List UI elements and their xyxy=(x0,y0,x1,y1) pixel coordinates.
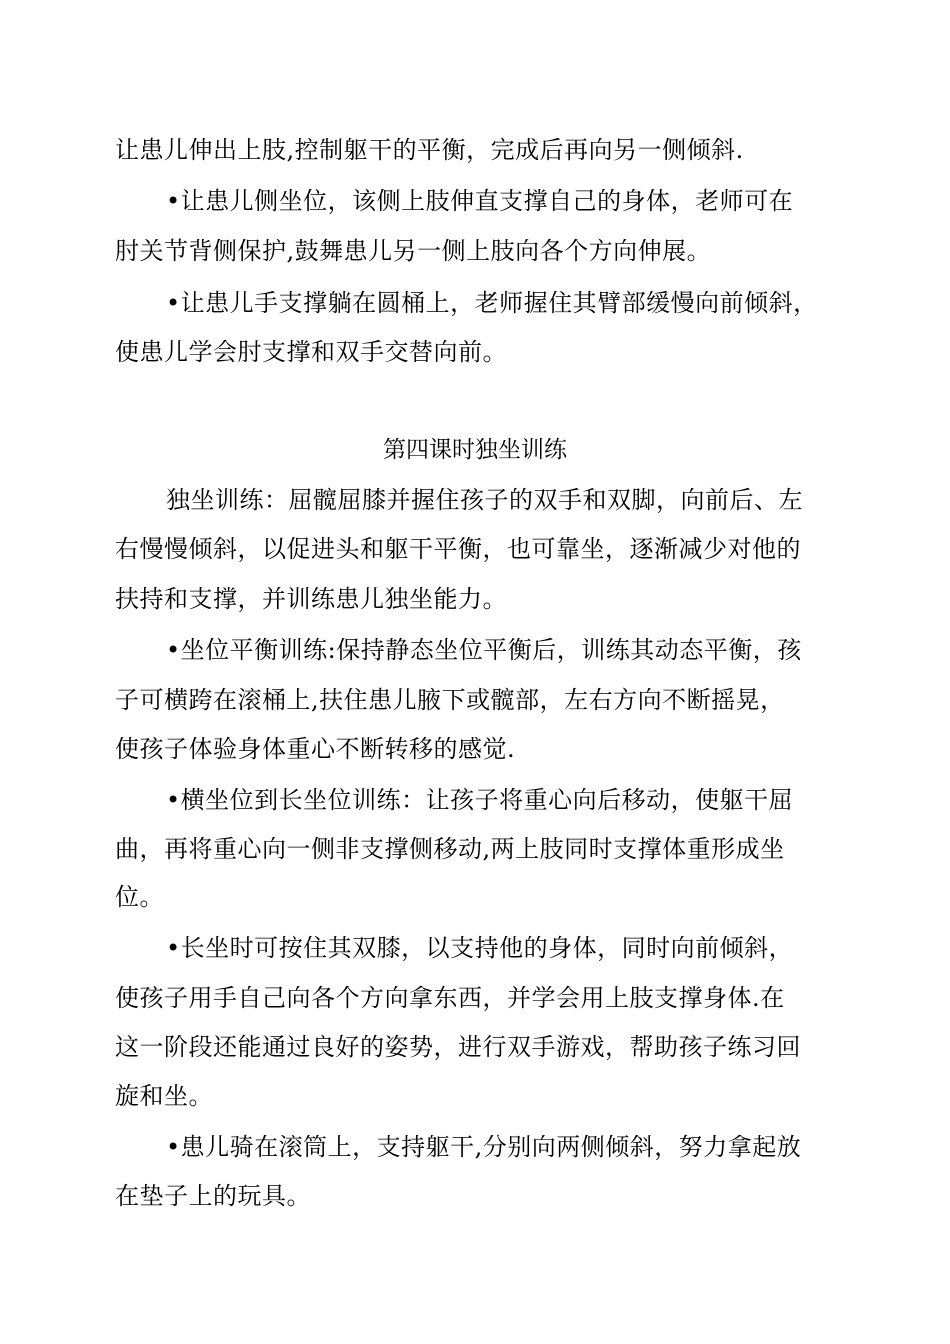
paragraph-line: 肘关节背侧保护,鼓舞患儿另一侧上肢向各个方向伸展。 xyxy=(115,237,712,265)
paragraph-line: 子可横跨在滚桶上,扶住患儿腋下或髋部，左右方向不断摇晃， xyxy=(115,686,785,714)
section-heading: 第四课时独坐训练 xyxy=(383,437,567,463)
paragraph-line: 旋和坐。 xyxy=(115,1082,213,1110)
paragraph-line: 让患儿伸出上肢,控制躯干的平衡，完成后再向另一侧倾斜. xyxy=(115,136,744,164)
paragraph-line: 独坐训练：屈髋屈膝并握住孩子的双手和双脚，向前后、左 xyxy=(166,486,803,514)
paragraph-line: 使孩子用手自己向各个方向拿东西，并学会用上肢支撑身体.在 xyxy=(115,984,785,1012)
paragraph-line: •横坐位到长坐位训练：让孩子将重心向后移动，使躯干屈 xyxy=(166,786,794,814)
paragraph-line: •让患儿侧坐位，该侧上肢伸直支撑自己的身体，老师可在 xyxy=(166,187,794,215)
paragraph-line: •坐位平衡训练:保持静态坐位平衡后，训练其动态平衡，孩 xyxy=(166,636,802,664)
paragraph-line: •让患儿手支撑躺在圆桶上，老师握住其臂部缓慢向前倾斜， xyxy=(166,289,818,317)
paragraph-line: •长坐时可按住其双膝，以支持他的身体，同时向前倾斜， xyxy=(166,934,794,962)
paragraph-line: 曲，再将重心向一侧非支撑侧移动,两上肢同时支撑体重形成坐 xyxy=(115,835,785,863)
paragraph-line: 位。 xyxy=(115,883,164,911)
paragraph-line: 这一阶段还能通过良好的姿势，进行双手游戏，帮助孩子练习回 xyxy=(115,1033,801,1061)
paragraph-line: 右慢慢倾斜，以促进头和躯干平衡，也可靠坐，逐渐减少对他的 xyxy=(115,535,801,563)
paragraph-line: 使患儿学会肘支撑和双手交替向前。 xyxy=(115,338,507,366)
paragraph-line: 使孩子体验身体重心不断转移的感觉. xyxy=(115,735,516,763)
paragraph-line: 扶持和支撑，并训练患儿独坐能力。 xyxy=(115,585,507,613)
paragraph-line: •患儿骑在滚筒上，支持躯干,分别向两侧倾斜，努力拿起放 xyxy=(166,1133,802,1161)
paragraph-line: 在垫子上的玩具。 xyxy=(115,1182,311,1210)
